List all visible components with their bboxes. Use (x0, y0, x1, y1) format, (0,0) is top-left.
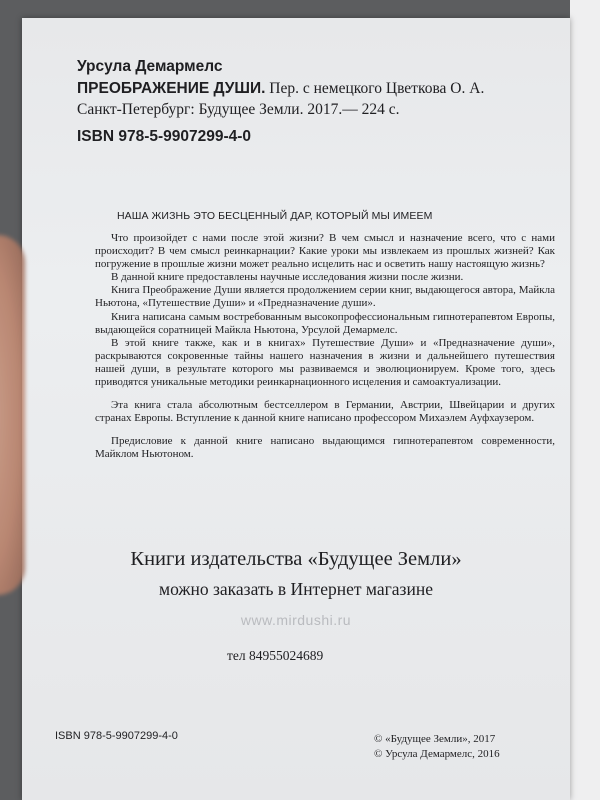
author-name: Урсула Демармелс (77, 58, 223, 75)
isbn-top: ISBN 978-5-9907299-4-0 (77, 128, 252, 145)
paragraph: Эта книга стала абсолютным бестселлером в Германии, Австрии, Швейцарии и других странах Европы. Вступление к данной книге написано профессором Михаэлем Ауфхаузером. (95, 399, 555, 425)
copyright-publisher: © «Будущее Земли», 2017 (374, 733, 496, 745)
paragraph: Предисловие к данной книге написано выдающимся гипнотерапевтом современности, Майклом Ньютоном. (95, 435, 555, 461)
bibliographic-record (77, 78, 557, 120)
promo-heading: Книги издательства «Будущее Земли» (130, 548, 462, 570)
promo-subheading: можно заказать в Интернет магазине (159, 579, 433, 599)
background-strip (570, 0, 600, 800)
paragraph: В данной книге предоставлены научные исследования жизни после жизни. (111, 271, 464, 284)
phone-number: тел 84955024689 (227, 648, 324, 663)
website-link[interactable]: www.mirdushi.ru (240, 612, 352, 628)
paragraph: Книга написана самым востребованным высокопрофессиональным гипнотерапевтом Европы, выдающейся соратницей Майкла Ньютона, Урсулой Демармелс. (95, 310, 555, 336)
publisher-line: Санкт-Петербург: Будущее Земли. 2017.— 224 с. (77, 101, 400, 118)
copyright-block (374, 732, 500, 762)
book-page (22, 18, 570, 800)
thumb-shadow (0, 235, 25, 595)
translator-note: Пер. с немецкого Цветкова О. А. (265, 80, 485, 97)
isbn-bottom: ISBN 978-5-9907299-4-0 (55, 730, 178, 742)
annotation-heading: НАША ЖИЗНЬ ЭТО БЕСЦЕННЫЙ ДАР, КОТОРЫЙ МЫ ИМЕЕМ (117, 210, 433, 222)
copyright-author: © Урсула Демармелс, 2016 (374, 748, 500, 760)
book-title: ПРЕОБРАЖЕНИЕ ДУШИ. (77, 80, 266, 97)
paragraph: Что произойдет с нами после этой жизни? В чем смысл и назначение всего, что с нами происходит? В чем смысл реинкарнации? Какие уроки мы извлекаем из прошлых жизней? Как погружение в прошлые жизни может реально исцелить нас и осветить нашу настоящую жизнь? (95, 232, 555, 271)
paragraph: Книга Преображение Души является продолжением серии книг, выдающегося автора, Майкла Ньютона, «Путешествие Души» и «Предназначение души». (95, 284, 555, 310)
annotation-text (95, 232, 555, 462)
paragraph: В этой книге также, как и в книгах» Путешествие Души» и «Предназначение души», раскрываются сокровенные тайны нашего назначения в жизни и дальнейшего путешествия нашей души, в результате которого мы развиваемся и эволюционируем. Кроме того, здесь приводятся уникальные методики реинкарнационного исцеления и самоактуализации. (95, 336, 555, 389)
